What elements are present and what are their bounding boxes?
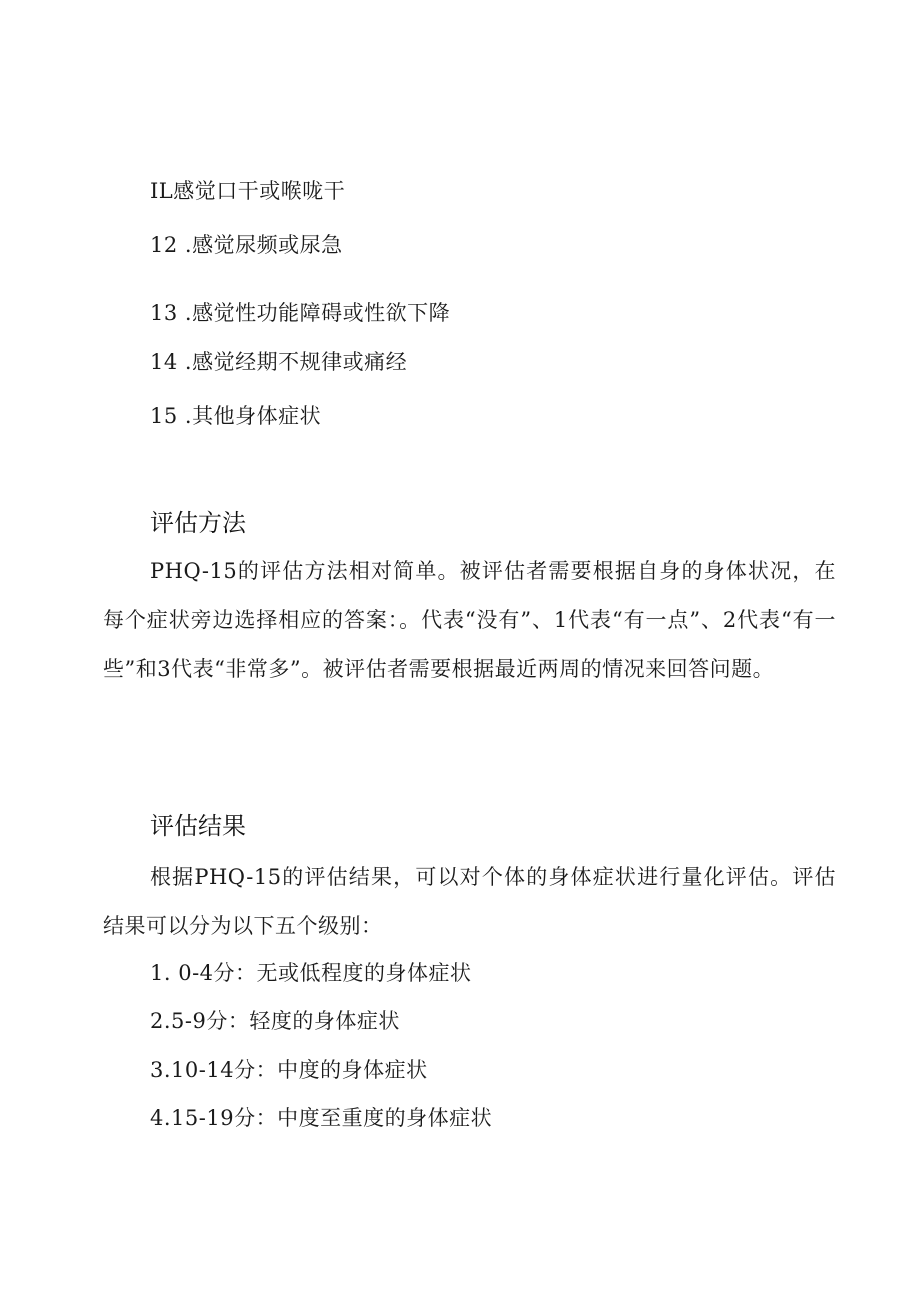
method-paragraph: PHQ-15的评估方法相对简单。被评估者需要根据自身的身体状况，在每个症状旁边选择相应的答案：。代表“没有”、1代表“有一点”、2代表“有一些”和3代表“非常多”。被评估者需要根据最近两周的情况来回答问题。 (103, 559, 836, 681)
symptom-item-15: 15 .其他身体症状 (150, 404, 322, 428)
symptom-item-11: IL感觉口干或喉咙干 (150, 179, 346, 203)
result-paragraph: 根据PHQ-15的评估结果，可以对个体的身体症状进行量化评估。评估结果可以分为以下五个级别： (103, 865, 836, 938)
symptom-item-12: 12 .感觉尿频或尿急 (150, 233, 343, 257)
result-heading: 评估结果 (150, 812, 246, 840)
result-level-3: 3.10-14分：中度的身体症状 (150, 1058, 428, 1082)
result-level-2: 2.5-9分：轻度的身体症状 (150, 1009, 400, 1033)
method-heading: 评估方法 (150, 509, 246, 537)
result-level-1: 1. 0-4分：无或低程度的身体症状 (150, 961, 472, 985)
symptom-item-13: 13 .感觉性功能障碍或性欲下降 (150, 301, 451, 325)
symptom-item-14: 14 .感觉经期不规律或痛经 (150, 350, 408, 374)
result-level-4: 4.15-19分：中度至重度的身体症状 (150, 1106, 493, 1130)
